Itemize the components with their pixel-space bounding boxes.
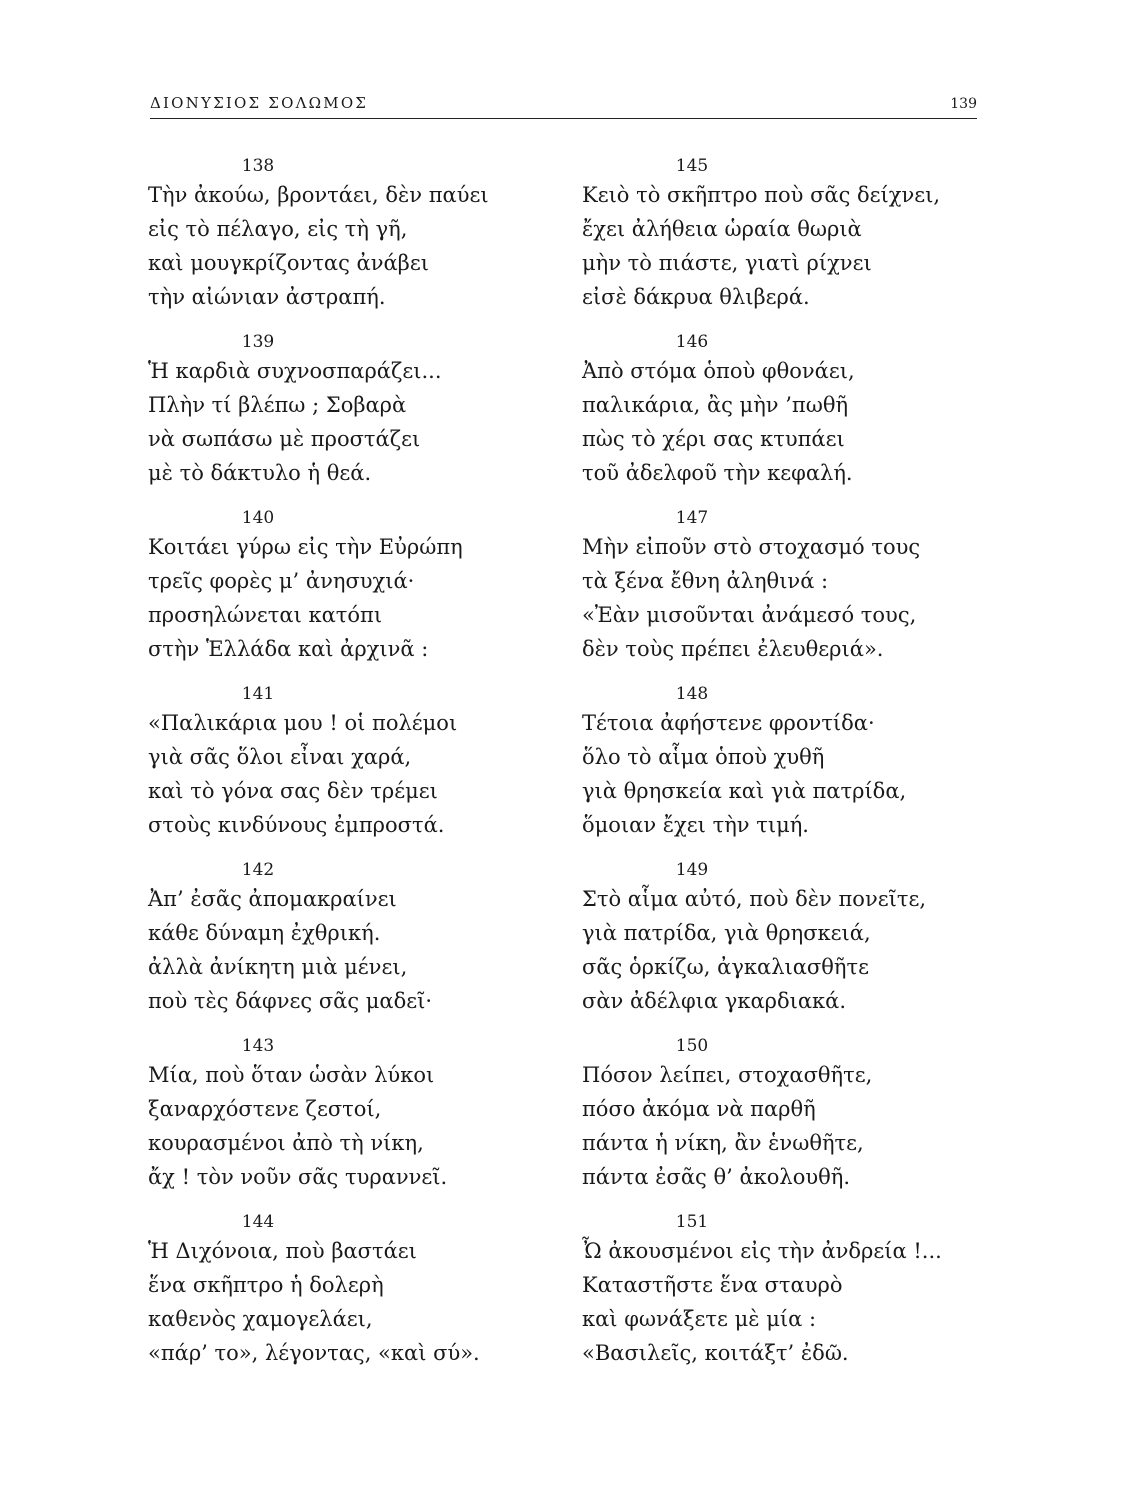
stanza bbox=[582, 506, 972, 682]
verse-line: τρεῖς φορὲς μ’ ἀνησυχιά· bbox=[148, 569, 415, 593]
stanza-number: 144 bbox=[241, 1212, 275, 1232]
verse-line: καθενὸς χαμογελάει, bbox=[148, 1307, 373, 1331]
page-number: 139 bbox=[950, 96, 977, 112]
verse-line: ἄχ ! τὸν νοῦν σᾶς τυραννεῖ. bbox=[148, 1165, 448, 1189]
verse-line: μὴν τὸ πιάστε, γιατὶ ρίχνει bbox=[582, 251, 872, 275]
stanza bbox=[582, 330, 972, 506]
verse-line: καὶ τὸ γόνα σας δὲν τρέμει bbox=[148, 779, 438, 803]
stanza bbox=[148, 506, 538, 682]
verse-line: προσηλώνεται κατόπι bbox=[148, 603, 383, 627]
verse-line: σᾶς ὁρκίζω, ἀγκαλιασθῆτε bbox=[582, 955, 869, 979]
running-title: ΔΙΟΝΥΣΙΟΣ ΣΟΛΩΜΟΣ bbox=[150, 94, 369, 112]
stanza-number: 138 bbox=[241, 156, 275, 176]
verse-line: ἕνα σκῆπτρο ἡ δολερὴ bbox=[148, 1273, 384, 1297]
verse-line: τὴν αἰώνιαν ἀστραπή. bbox=[148, 285, 386, 309]
left-column bbox=[148, 154, 538, 1386]
right-column bbox=[582, 154, 972, 1386]
verse-line: πάντα ἡ νίκη, ἂν ἑνωθῆτε, bbox=[582, 1131, 864, 1155]
verse-line: ὅμοιαν ἔχει τὴν τιμή. bbox=[582, 813, 809, 837]
verse-line: καὶ μουγκρίζοντας ἀνάβει bbox=[148, 251, 429, 275]
verse-line: Ἡ καρδιὰ συχνοσπαράζει... bbox=[148, 359, 442, 383]
stanza bbox=[582, 1034, 972, 1210]
stanza-number: 140 bbox=[241, 508, 275, 528]
verse-line: κάθε δύναμη ἐχθρική. bbox=[148, 921, 381, 945]
stanza bbox=[582, 154, 972, 330]
verse-line: ποὺ τὲς δάφνες σᾶς μαδεῖ· bbox=[148, 989, 433, 1013]
verse-line: ὅλο τὸ αἷμα ὁποὺ χυθῆ bbox=[582, 745, 825, 769]
stanza bbox=[582, 858, 972, 1034]
verse-line: γιὰ σᾶς ὅλοι εἶναι χαρά, bbox=[148, 745, 412, 769]
verse-line: γιὰ θρησκεία καὶ γιὰ πατρίδα, bbox=[582, 779, 907, 803]
verse-line: Κειὸ τὸ σκῆπτρο ποὺ σᾶς δείχνει, bbox=[582, 183, 941, 207]
stanza bbox=[148, 330, 538, 506]
verse-line: μὲ τὸ δάκτυλο ἡ θεά. bbox=[148, 461, 372, 485]
stanza-number: 150 bbox=[675, 1036, 709, 1056]
verse-line: Κοιτάει γύρω εἰς τὴν Εὐρώπη bbox=[148, 535, 463, 559]
verse-line: «Παλικάρια μου ! οἱ πολέμοι bbox=[148, 711, 458, 735]
stanza-number: 141 bbox=[241, 684, 275, 704]
verse-line: «Βασιλεῖς, κοιτάξτ’ ἐδῶ. bbox=[582, 1341, 849, 1365]
verse-line: Πλὴν τί βλέπω ; Σοβαρὰ bbox=[148, 393, 407, 417]
verse-line: Στὸ αἷμα αὐτό, ποὺ δὲν πονεῖτε, bbox=[582, 887, 926, 911]
verse-line: πάντα ἐσᾶς θ’ ἀκολουθῆ. bbox=[582, 1165, 851, 1189]
verse-line: «πάρ’ το», λέγοντας, «καὶ σύ». bbox=[148, 1341, 480, 1365]
verse-line: σὰν ἀδέλφια γκαρδιακά. bbox=[582, 989, 847, 1013]
verse-line: Ὦ ἀκουσμένοι εἰς τὴν ἀνδρεία !... bbox=[582, 1239, 942, 1263]
verse-line: Ἀπ’ ἐσᾶς ἀπομακραίνει bbox=[148, 887, 397, 911]
stanza bbox=[148, 154, 538, 330]
stanza-number: 151 bbox=[675, 1212, 709, 1232]
stanza-number: 149 bbox=[675, 860, 709, 880]
stanza bbox=[148, 858, 538, 1034]
stanza-number: 145 bbox=[675, 156, 709, 176]
verse-line: Ἀπὸ στόμα ὁποὺ φθονάει, bbox=[582, 359, 855, 383]
stanza-number: 147 bbox=[675, 508, 709, 528]
stanza bbox=[582, 682, 972, 858]
verse-line: Ἡ Διχόνοια, ποὺ βαστάει bbox=[148, 1239, 417, 1263]
verse-line: Καταστῆστε ἕνα σταυρὸ bbox=[582, 1273, 843, 1297]
page-header bbox=[150, 84, 977, 119]
verse-line: Τὴν ἀκούω, βροντάει, δὲν παύει bbox=[148, 183, 489, 207]
stanza-number: 146 bbox=[675, 332, 709, 352]
verse-line: παλικάρια, ἂς μὴν ’πωθῆ bbox=[582, 393, 849, 417]
stanza-number: 148 bbox=[675, 684, 709, 704]
verse-line: ἔχει ἀλήθεια ὡραία θωριὰ bbox=[582, 217, 862, 241]
verse-line: στὴν Ἑλλάδα καὶ ἀρχινᾶ : bbox=[148, 637, 429, 661]
verse-line: ἀλλὰ ἀνίκητη μιὰ μένει, bbox=[148, 955, 408, 979]
verse-line: πὼς τὸ χέρι σας κτυπάει bbox=[582, 427, 845, 451]
stanza-number: 139 bbox=[241, 332, 275, 352]
stanza bbox=[148, 1034, 538, 1210]
verse-line: καὶ φωνάξετε μὲ μία : bbox=[582, 1307, 817, 1331]
stanza-number: 143 bbox=[241, 1036, 275, 1056]
verse-line: κουρασμένοι ἀπὸ τὴ νίκη, bbox=[148, 1131, 424, 1155]
verse-line: τὰ ξένα ἔθνη ἀληθινά : bbox=[582, 569, 829, 593]
verse-line: στοὺς κινδύνους ἐμπροστά. bbox=[148, 813, 445, 837]
verse-line: δὲν τοὺς πρέπει ἐλευθεριά». bbox=[582, 637, 884, 661]
verse-line: Μία, ποὺ ὅταν ὡσὰν λύκοι bbox=[148, 1063, 435, 1087]
verse-line: «Ἐὰν μισοῦνται ἀνάμεσό τους, bbox=[582, 603, 917, 627]
verse-line: πόσο ἀκόμα νὰ παρθῆ bbox=[582, 1097, 816, 1121]
stanza bbox=[148, 1210, 538, 1386]
verse-line: νὰ σωπάσω μὲ προστάζει bbox=[148, 427, 421, 451]
stanza bbox=[148, 682, 538, 858]
verse-line: εἰς τὸ πέλαγο, εἰς τὴ γῆ, bbox=[148, 217, 408, 241]
verse-line: εἰσὲ δάκρυα θλιβερά. bbox=[582, 285, 810, 309]
verse-line: Τέτοια ἀφήστενε φροντίδα· bbox=[582, 711, 875, 735]
verse-line: τοῦ ἀδελφοῦ τὴν κεφαλή. bbox=[582, 461, 853, 485]
verse-line: Πόσον λείπει, στοχασθῆτε, bbox=[582, 1063, 873, 1087]
stanza bbox=[582, 1210, 972, 1386]
verse-line: γιὰ πατρίδα, γιὰ θρησκειά, bbox=[582, 921, 871, 945]
verse-line: Μὴν εἰποῦν στὸ στοχασμό τους bbox=[582, 535, 921, 559]
stanza-number: 142 bbox=[241, 860, 275, 880]
verse-line: ξαναρχόστενε ζεστοί, bbox=[148, 1097, 382, 1121]
